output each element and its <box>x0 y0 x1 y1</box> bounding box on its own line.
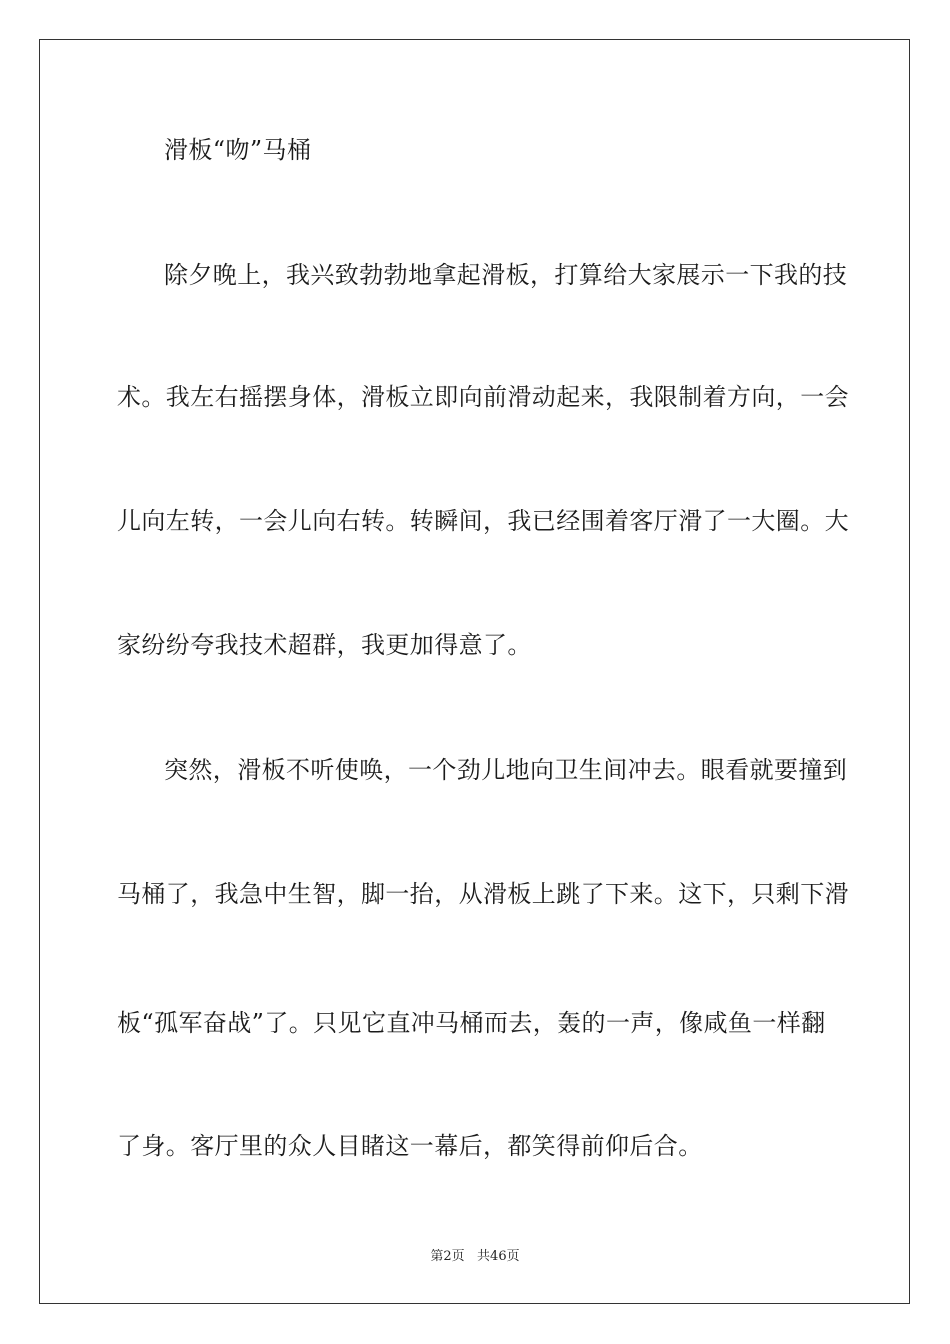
paragraph-1-line-3: 儿向左转，一会儿向右转。转瞬间，我已经围着客厅滑了一大圈。大 <box>117 507 849 535</box>
paragraph-1-line-2: 术。我左右摇摆身体，滑板立即向前滑动起来，我限制着方向，一会 <box>117 383 849 411</box>
page-number-footer: 第2页 共46页 <box>430 1249 520 1264</box>
paragraph-2-line-4: 了身。客厅里的众人目睹这一幕后，都笑得前仰后合。 <box>117 1132 703 1160</box>
paragraph-1-line-4: 家纷纷夸我技术超群，我更加得意了。 <box>117 631 532 659</box>
document-title: 滑板“吻”马桶 <box>164 136 312 164</box>
page-border <box>39 39 910 1304</box>
paragraph-2-line-1: 突然，滑板不听使唤，一个劲儿地向卫生间冲去。眼看就要撞到 <box>164 756 848 784</box>
paragraph-1-line-1: 除夕晚上，我兴致勃勃地拿起滑板，打算给大家展示一下我的技 <box>164 261 848 289</box>
paragraph-2-line-2: 马桶了，我急中生智，脚一抬，从滑板上跳了下来。这下，只剩下滑 <box>117 880 849 908</box>
paragraph-2-line-3: 板“孤军奋战”了。只见它直冲马桶而去，轰的一声，像咸鱼一样翻 <box>117 1009 826 1037</box>
